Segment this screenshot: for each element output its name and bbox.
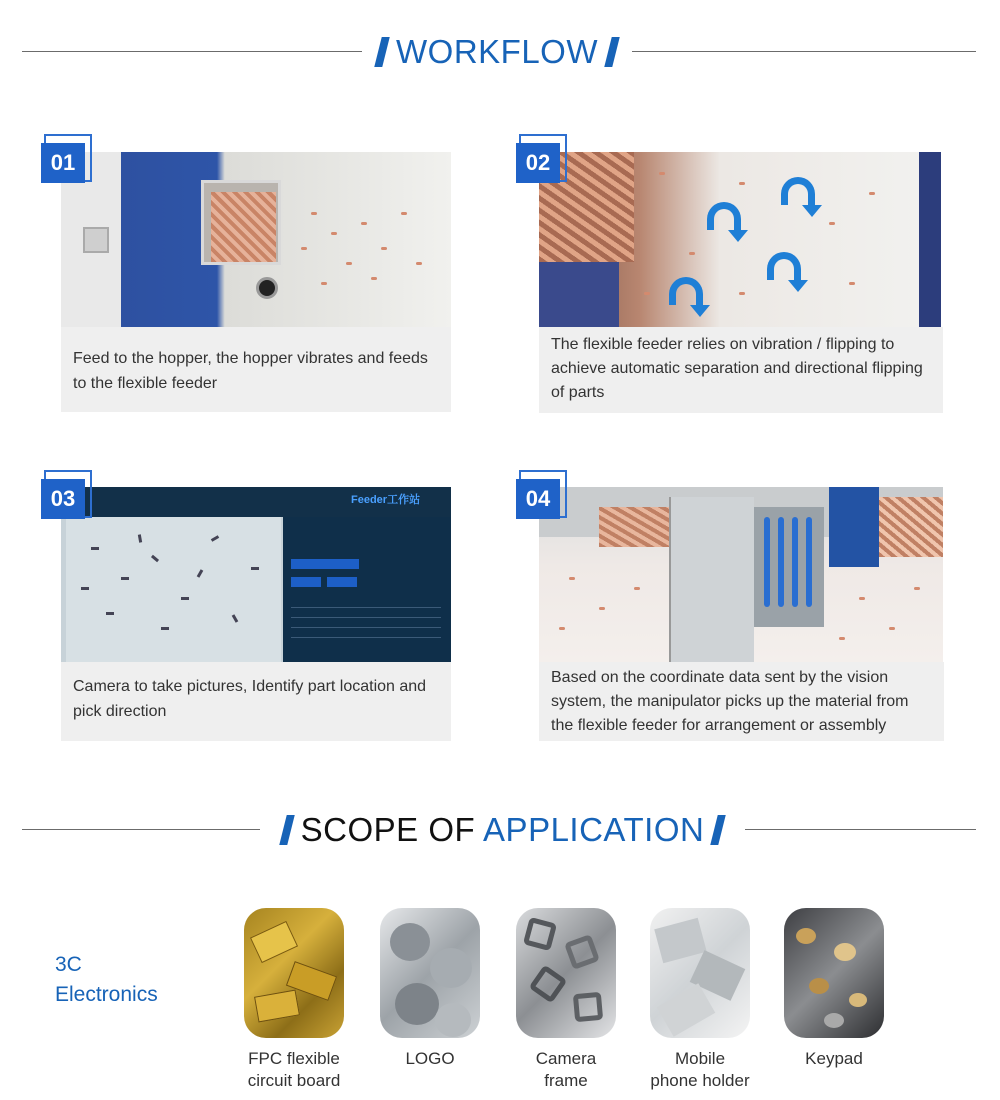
camera-frame-thumbnail xyxy=(516,908,616,1038)
logo-thumbnail xyxy=(380,908,480,1038)
workflow-step-2 xyxy=(539,152,929,412)
flexible-feeder-photo xyxy=(539,152,941,327)
scope-title-wrap xyxy=(260,800,745,860)
step-4-badge: 04 xyxy=(516,479,560,519)
category-line-2: Electronics xyxy=(55,983,158,1006)
application-item xyxy=(506,908,626,1092)
keypad-thumbnail xyxy=(784,908,884,1038)
scope-header xyxy=(0,800,1000,860)
step-1-badge: 01 xyxy=(41,143,85,183)
divider-left xyxy=(22,829,260,830)
application-label: Mobile phone holder xyxy=(650,1049,750,1090)
step-1-caption: Feed to the hopper, the hopper vibrates and feeds to the flexible feeder xyxy=(61,327,451,412)
robot-gripper xyxy=(754,507,824,627)
scope-title xyxy=(291,811,715,849)
application-label: LOGO xyxy=(405,1049,455,1068)
flip-arrow-icon xyxy=(767,252,801,280)
application-item xyxy=(234,908,354,1092)
manipulator-photo xyxy=(539,487,943,662)
step-2-badge: 02 xyxy=(516,143,560,183)
flip-arrow-icon xyxy=(669,277,703,305)
divider-right xyxy=(632,51,976,52)
divider-left xyxy=(22,51,362,52)
phone-holder-thumbnail xyxy=(650,908,750,1038)
screen-title: Feeder工作站 xyxy=(351,494,421,506)
step-2-caption: The flexible feeder relies on vibration / flipping to achieve automatic separation and directional flipping of parts xyxy=(539,327,943,413)
step-3-caption: Camera to take pictures, Identify part location and pick direction xyxy=(61,662,451,741)
category-label xyxy=(55,950,158,1010)
workflow-step-4 xyxy=(539,487,929,747)
workflow-title: WORKFLOW xyxy=(396,33,598,70)
application-item xyxy=(774,908,894,1070)
application-label: FPC flexible circuit board xyxy=(247,1049,341,1090)
scope-title-part2: APPLICATION xyxy=(483,811,705,848)
hopper-photo xyxy=(61,152,451,327)
robot-body xyxy=(669,497,754,662)
fpc-thumbnail xyxy=(244,908,344,1038)
software-panel xyxy=(283,517,451,662)
workflow-step-3 xyxy=(61,487,451,747)
flip-arrow-icon xyxy=(781,177,815,205)
workflow-header xyxy=(0,22,1000,82)
application-item xyxy=(640,908,760,1092)
workflow-step-1 xyxy=(61,152,451,412)
category-line-1: 3C xyxy=(55,953,82,976)
workflow-title-wrap xyxy=(362,22,632,82)
camera-software-photo xyxy=(61,487,451,662)
divider-right xyxy=(745,829,976,830)
scope-title-part1: SCOPE OF xyxy=(300,811,476,848)
application-label: Keypad xyxy=(805,1049,863,1068)
application-label: Camera frame xyxy=(535,1049,597,1090)
step-3-badge: 03 xyxy=(41,479,85,519)
flip-arrow-icon xyxy=(707,202,741,230)
step-4-caption: Based on the coordinate data sent by the vision system, the manipulator picks up the material from the flexible feeder for arrangement or assembly xyxy=(539,662,944,741)
application-item xyxy=(370,908,490,1070)
